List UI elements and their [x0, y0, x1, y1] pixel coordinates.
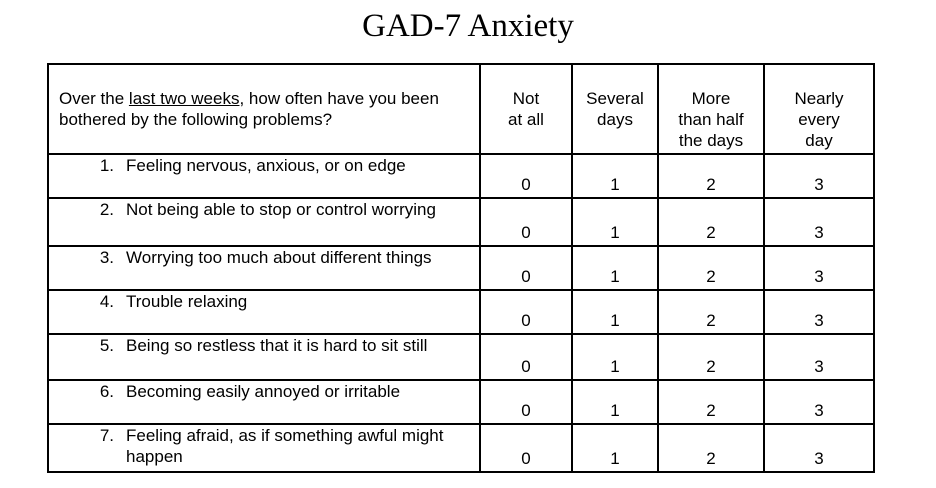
score-value: 0 — [521, 175, 531, 194]
item-text: Feeling nervous, anxious, or on edge — [126, 156, 406, 175]
item-text: Not being able to stop or control worrying — [126, 200, 436, 219]
item-number: 3. — [99, 248, 114, 267]
score-value: 0 — [521, 267, 531, 286]
item-text: Worrying too much about different things — [126, 248, 432, 267]
score-value: 0 — [521, 401, 531, 420]
question-cell — [48, 246, 480, 290]
page-title: GAD-7 Anxiety — [362, 8, 574, 44]
question-cell — [48, 198, 480, 246]
score-cell[interactable] — [480, 246, 572, 290]
score-cell[interactable] — [764, 380, 874, 424]
score-cell[interactable] — [572, 198, 658, 246]
table-row — [48, 380, 874, 424]
questionnaire-table — [47, 63, 875, 473]
item-number: 2. — [99, 200, 114, 219]
column-header-line: Nearly — [794, 89, 844, 108]
score-value: 1 — [610, 175, 620, 194]
score-value: 0 — [521, 311, 531, 330]
column-header-line: at all — [508, 110, 544, 129]
score-value: 2 — [706, 267, 716, 286]
score-cell[interactable] — [658, 198, 764, 246]
score-value: 3 — [814, 401, 824, 420]
score-value: 2 — [706, 223, 716, 242]
score-cell[interactable] — [764, 246, 874, 290]
item-text: Trouble relaxing — [126, 292, 248, 311]
question-cell — [48, 334, 480, 380]
column-header-line: days — [597, 110, 633, 129]
item-text: Feeling afraid, as if something awful might happen — [126, 426, 444, 466]
table-row — [48, 424, 874, 472]
column-header-line: Several — [586, 89, 644, 108]
score-value: 3 — [814, 267, 824, 286]
table-row — [48, 246, 874, 290]
score-cell[interactable] — [658, 290, 764, 334]
score-value: 2 — [706, 449, 716, 468]
question-prefix: Over the — [59, 89, 129, 108]
score-value: 1 — [610, 401, 620, 420]
column-header-not-at-all — [480, 64, 572, 154]
score-cell[interactable] — [658, 380, 764, 424]
header-row — [48, 64, 874, 154]
score-value: 2 — [706, 175, 716, 194]
score-value: 3 — [814, 223, 824, 242]
question-underlined: last two weeks — [128, 89, 240, 108]
score-cell[interactable] — [658, 154, 764, 198]
item-number: 6. — [99, 382, 114, 401]
column-header-line: every — [798, 110, 840, 129]
question-cell — [48, 424, 480, 472]
question-cell — [48, 290, 480, 334]
score-cell[interactable] — [572, 424, 658, 472]
score-value: 3 — [814, 357, 824, 376]
score-cell[interactable] — [764, 334, 874, 380]
score-cell[interactable] — [572, 334, 658, 380]
score-value: 1 — [610, 223, 620, 242]
score-value: 0 — [521, 357, 531, 376]
item-text: Being so restless that it is hard to sit still — [126, 336, 428, 355]
item-number: 1. — [99, 156, 114, 175]
item-text: Becoming easily annoyed or irritable — [126, 382, 401, 401]
score-cell[interactable] — [480, 334, 572, 380]
score-cell[interactable] — [658, 334, 764, 380]
score-cell[interactable] — [572, 154, 658, 198]
column-header-nearly-every-day — [764, 64, 874, 154]
score-cell[interactable] — [480, 154, 572, 198]
question-header — [48, 64, 480, 154]
question-cell — [48, 154, 480, 198]
score-value: 3 — [814, 175, 824, 194]
score-cell[interactable] — [480, 380, 572, 424]
table-row — [48, 198, 874, 246]
score-cell[interactable] — [480, 290, 572, 334]
column-header-line: than half — [678, 110, 744, 129]
score-value: 0 — [521, 223, 531, 242]
score-cell[interactable] — [658, 424, 764, 472]
score-cell[interactable] — [764, 154, 874, 198]
item-number: 5. — [99, 336, 114, 355]
table-row — [48, 290, 874, 334]
item-number: 7. — [99, 426, 114, 445]
item-number: 4. — [99, 292, 114, 311]
score-value: 1 — [610, 311, 620, 330]
column-header-more-than-half — [658, 64, 764, 154]
score-cell[interactable] — [572, 290, 658, 334]
column-header-line: Not — [512, 89, 540, 108]
score-value: 2 — [706, 311, 716, 330]
question-suffix: , how often have you been bothered by the following problems? — [59, 89, 439, 129]
score-value: 3 — [814, 311, 824, 330]
score-cell[interactable] — [764, 198, 874, 246]
column-header-line: More — [691, 89, 731, 108]
score-cell[interactable] — [572, 380, 658, 424]
score-cell[interactable] — [764, 290, 874, 334]
column-header-line: the days — [678, 131, 744, 150]
table-row — [48, 154, 874, 198]
score-cell[interactable] — [658, 246, 764, 290]
score-value: 1 — [610, 449, 620, 468]
table-row — [48, 334, 874, 380]
score-value: 1 — [610, 267, 620, 286]
score-value: 2 — [706, 401, 716, 420]
question-cell — [48, 380, 480, 424]
score-cell[interactable] — [572, 246, 658, 290]
score-cell[interactable] — [764, 424, 874, 472]
score-value: 0 — [521, 449, 531, 468]
column-header-several-days — [572, 64, 658, 154]
score-value: 2 — [706, 357, 716, 376]
score-cell[interactable] — [480, 198, 572, 246]
score-value: 1 — [610, 357, 620, 376]
score-value: 3 — [814, 449, 824, 468]
score-cell[interactable] — [480, 424, 572, 472]
column-header-line: day — [805, 131, 833, 150]
